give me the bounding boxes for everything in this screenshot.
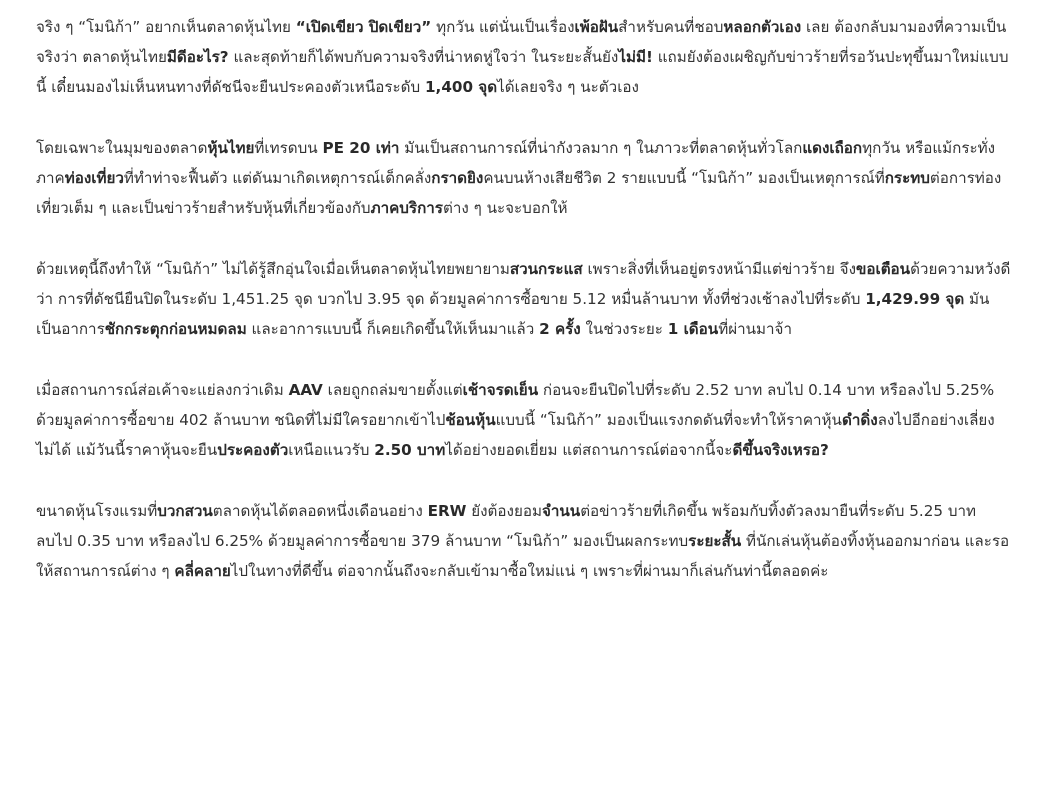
emphasized-text: 2.50 บาท — [374, 441, 446, 459]
emphasized-text: หลอกตัวเอง — [723, 18, 802, 36]
text-run: คนบนห้างเสียชีวิต 2 รายแบบนี้ “โมนิก้า” มองเป็นเหตุการณ์ที่ — [483, 169, 885, 187]
paragraph-5 — [36, 496, 1012, 586]
emphasized-text: ดีขึ้นจริงเหรอ? — [732, 441, 829, 459]
paragraph-4 — [36, 375, 1012, 465]
paragraph-1 — [36, 12, 1012, 102]
text-run: ด้วยเหตุนี้ถึงทำให้ “โมนิก้า” ไม่ได้รู้สึกอุ่นใจเมื่อเห็นตลาดหุ้นไทยพยายาม — [36, 260, 510, 278]
emphasized-text: บวกสวน — [157, 502, 213, 520]
emphasized-text: 1,400 จุด — [424, 78, 498, 96]
emphasized-text: ดำดิ่ง — [841, 411, 878, 429]
text-run: ลงไปอีกอย่างเลี่ยงไม่ได้ แม้วันนี้ราคาหุ้นจะยืน — [36, 411, 995, 459]
text-run: และอาการแบบนี้ ก็เคยเกิดขึ้นให้เห็นมาแล้ว — [246, 320, 540, 338]
text-run: สำหรับคนที่ชอบ — [618, 18, 724, 36]
text-run: ต่อข่าวร้ายที่เกิดขึ้น พร้อมกับทิ้งตัวลงมายืนที่ระดับ 5.25 บาท ลบไป 0.35 บาท หรือลงไป 6.25% ด้วยมูลค่าการซื้อขาย 379 ล้านบาท “โมนิก้า” มองเป็นผลกระทบ — [36, 502, 977, 550]
text-run: ที่นักเล่นหุ้นต้องทิ้งหุ้นออกมาก่อน และรอให้สถานการณ์ต่าง ๆ — [36, 532, 1010, 580]
emphasized-text: ประคองตัว — [217, 441, 289, 459]
paragraph-2 — [36, 133, 1012, 223]
emphasized-text: จำนน — [541, 502, 581, 520]
text-run: ทุกวัน แต่นั่นเป็นเรื่อง — [431, 18, 575, 36]
emphasized-text: 1,429.99 จุด — [865, 290, 965, 308]
text-run: ก่อนจะยืนปิดไปที่ระดับ 2.52 บาท ลบไป 0.14 บาท หรือลงไป 5.25% ด้วยมูลค่าการซื้อขาย 402 ล้านบาท ชนิดที่ไม่มีใครอยากเข้าไป — [36, 381, 995, 429]
emphasized-text: เช้าจรดเย็น — [462, 381, 539, 399]
text-run: มันเป็นสถานการณ์ที่น่ากังวลมาก ๆ ในภาวะที่ตลาดหุ้นทั่วโลก — [399, 139, 803, 157]
emphasized-text: หุ้นไทย — [207, 139, 255, 157]
text-run: ในช่วงระยะ — [580, 320, 668, 338]
emphasized-text: 2 ครั้ง — [539, 320, 581, 338]
text-run: มันเป็นอาการ — [36, 290, 990, 338]
emphasized-text: ท่องเที่ยว — [64, 169, 124, 187]
text-run: ไปในทางที่ดีขึ้น ต่อจากนั้นถึงจะกลับเข้ามาซื้อใหม่แน่ ๆ เพราะที่ผ่านมาก็เล่นกันท่านี้ตลอดค่ะ — [230, 562, 829, 580]
text-run: และสุดท้ายก็ได้พบกับความจริงที่น่าหดหู่ใจว่า ในระยะสั้นยัง — [228, 48, 619, 66]
emphasized-text: เพ้อฝัน — [574, 18, 619, 36]
text-run: แถมยังต้องเผชิญกับข่าวร้ายที่รอวันปะทุขึ้นมาใหม่แบบนี้ เดี๋ยนมองไม่เห็นหนทางที่ดัชนีจะยืนประคองตัวเหนือระดับ — [36, 48, 1009, 96]
emphasized-text: คลี่คลาย — [174, 562, 231, 580]
text-run: เพราะสิ่งที่เห็นอยู่ตรงหน้ามีแต่ข่าวร้าย จึง — [582, 260, 856, 278]
text-run: ด้วยความหวังดีว่า การที่ดัชนียืนปิดในระดับ 1,451.25 จุด บวกไป 3.95 จุด ด้วยมูลค่าการซื้อขาย 5.12 หมื่นล้านบาท ทั้งที่ช่วงเช้าลงไปที่ระดับ — [36, 260, 1011, 308]
text-run: ที่ผ่านมาจ้า — [718, 320, 792, 338]
emphasized-text: ภาคบริการ — [370, 199, 443, 217]
emphasized-text: กระทบ — [884, 169, 930, 187]
emphasized-text: ชักกระตุกก่อนหมดลม — [104, 320, 247, 338]
emphasized-text: ERW — [427, 502, 467, 520]
text-run: ได้เลยจริง ๆ นะตัวเอง — [497, 78, 639, 96]
emphasized-text: ระยะสั้น — [688, 532, 742, 550]
text-run: ยังต้องยอม — [466, 502, 542, 520]
text-run: เมื่อสถานการณ์ส่อเค้าจะแย่ลงกว่าเดิม — [36, 381, 289, 399]
emphasized-text: “เปิดเขียว ปิดเขียว” — [295, 18, 432, 36]
emphasized-text: AAV — [288, 381, 323, 399]
emphasized-text: 1 เดือน — [667, 320, 719, 338]
paragraph-3 — [36, 254, 1012, 344]
text-run: เหนือแนวรับ — [288, 441, 375, 459]
text-run: จริง ๆ “โมนิก้า” อยากเห็นตลาดหุ้นไทย — [36, 18, 296, 36]
text-run: ต่อการท่องเที่ยวเต็ม ๆ และเป็นข่าวร้ายสำหรับหุ้นที่เกี่ยวข้องกับ — [36, 169, 1002, 217]
text-run: เลย ต้องกลับมามองที่ความเป็นจริงว่า ตลาดหุ้นไทย — [36, 18, 1007, 66]
emphasized-text: ช้อนหุ้น — [445, 411, 496, 429]
emphasized-text: กราดยิง — [431, 169, 484, 187]
emphasized-text: ขอเตือน — [856, 260, 911, 278]
text-run: ได้อย่างยอดเยี่ยม แต่สถานการณ์ต่อจากนี้จะ — [445, 441, 733, 459]
article-body — [36, 12, 1012, 617]
emphasized-text: PE 20 เท่า — [322, 139, 400, 157]
text-run: โดยเฉพาะในมุมของตลาด — [36, 139, 208, 157]
text-run: ตลาดหุ้นได้ตลอดหนึ่งเดือนอย่าง — [212, 502, 428, 520]
text-run: ต่าง ๆ นะจะบอกให้ — [442, 199, 568, 217]
text-run: แบบนี้ “โมนิก้า” มองเป็นแรงกดดันที่จะทำให้ราคาหุ้น — [495, 411, 842, 429]
text-run: ที่เทรดบน — [254, 139, 323, 157]
emphasized-text: มีดีอะไร? — [166, 48, 229, 66]
text-run: ขนาดหุ้นโรงแรมที่ — [36, 502, 158, 520]
text-run: เลยถูกถล่มขายตั้งแต่ — [322, 381, 463, 399]
text-run: ทุกวัน หรือแม้กระทั่งภาค — [36, 139, 996, 187]
emphasized-text: แดงเถือก — [802, 139, 863, 157]
emphasized-text: ไม่มี! — [618, 48, 653, 66]
text-run: ที่ทำท่าจะฟื้นตัว แต่ดันมาเกิดเหตุการณ์เด็กคลั่ง — [123, 169, 432, 187]
emphasized-text: สวนกระแส — [509, 260, 583, 278]
